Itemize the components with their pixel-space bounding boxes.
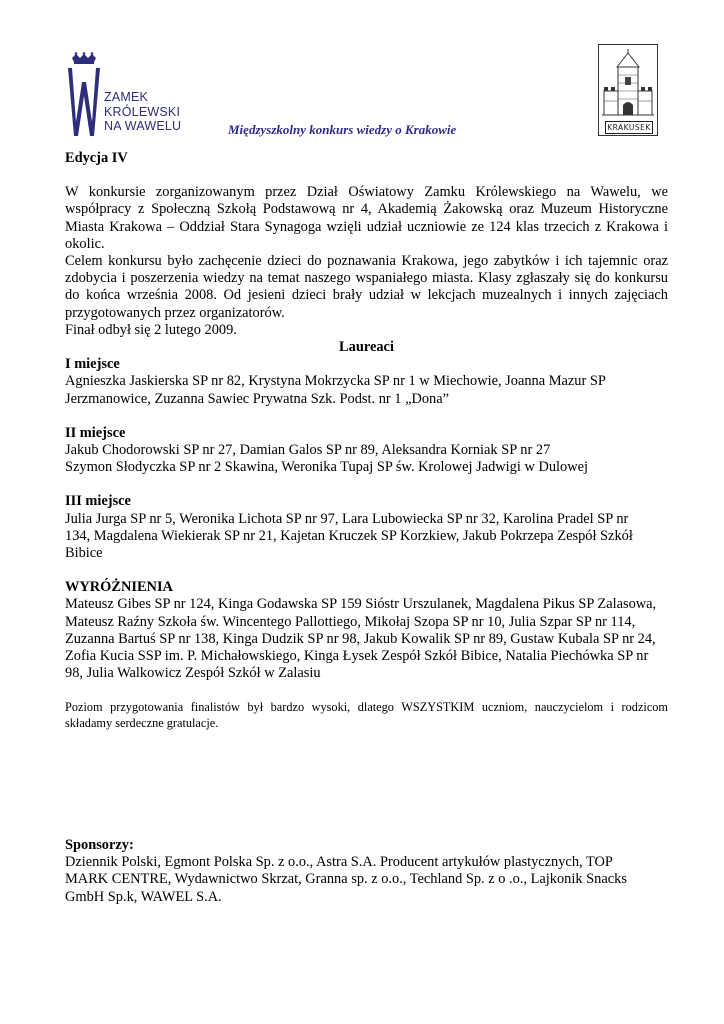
place-line: Jerzmanowice, Zuzanna Sawiec Prywatna Szk. Podst. nr 1 „Dona” [65,390,450,407]
distinction-line: Zuzanna Bartuś SP nr 138, Kinga Dudzik SP nr 98, Jakub Kowalik SP nr 89, Gustaw Kubala SP nr 24, [65,630,656,647]
logo-line-3: NA WAWELU [104,119,182,133]
place-title: II miejsce [65,424,126,441]
place-line: Julia Jurga SP nr 5, Weronika Lichota SP nr 97, Lara Lubowiecka SP nr 32, Karolina Pradel SP nr [65,510,629,527]
closing-paragraph: Poziom przygotowania finalistów był bardzo wysoki, dlatego WSZYSTKIM uczniom, nauczycielom i rodzicom składamy serdeczne gratulacje. [65,700,668,731]
place-line: Jakub Chodorowski SP nr 27, Damian Galos SP nr 89, Aleksandra Korniak SP nr 27 [65,442,551,459]
distinction-line: 98, Julia Walkowicz Zespół Szkół w Zalasiu [65,665,321,682]
intro-paragraph-2: Celem konkursu było zachęcenie dzieci do poznawania Krakowa, jego zabytków i ich tajemnic oraz zdobycia i poszerzenia wiedzy na temat naszego wspaniałego miasta. Klasy zgłaszały się do konkursu do końca września 2008. Od jesieni dzieci brały udział w lekcjach muzealnych i innych zajęciach przygotowanych przez organizatorów. [65,253,668,321]
intro-paragraph-1: W konkursie zorganizowanym przez Dział Oświatowy Zamku Królewskiego na Wawelu, we współpracy z Społeczną Szkołą Podstawową nr 4, Akademią Żakowską oraz Muzeum Historyczne Miasta Krakowa – Oddział Stara Synagoga wzięli udział uczniowie ze 124 klas trzecich z Krakowa i okolic. [65,184,668,252]
distinction-line: Zofia Kucia SSP im. P. Michałowskiego, Kinga Łysek Zespół Szkół Bibice, Natalia Piechówka SP nr [65,648,649,665]
place-line: 134, Magdalena Wiekierak SP nr 21, Kajetan Kruczek SP Korzkiew, Jakub Pokrzepa Zespół Szkół [65,527,633,544]
logo-line-1: ZAMEK [104,90,149,104]
sponsor-line: MARK CENTRE, Wydawnictwo Skrzat, Granna sp. z o.o., Techland Sp. z o .o., Lajkonik Snacks [65,871,627,888]
place-section-1 [65,356,668,408]
place-section-2 [65,425,668,477]
zamek-krolewski-logo [64,52,182,138]
contest-title: Międzyszkolny konkurs wiedzy o Krakowie [228,122,457,137]
edition-heading: Edycja IV [65,150,128,166]
sponsors-section [65,837,668,906]
krakusek-label: KRAKUSEK [605,121,653,134]
sponsor-line: GmbH Sp.k, WAWEL S.A. [65,888,222,905]
laureates-heading: Laureaci [339,339,394,356]
distinctions-section [65,579,668,682]
logo-text [104,90,181,134]
logo-line-2: KRÓLEWSKI [104,104,181,119]
place-title: I miejsce [65,356,120,373]
intro-paragraph-3: Finał odbył się 2 lutego 2009. [65,321,237,338]
place-line: Agnieszka Jaskierska SP nr 82, Krystyna Mokrzycka SP nr 1 w Miechowie, Joanna Mazur SP [65,373,606,390]
place-line: Bibice [65,545,103,562]
place-section-3 [65,493,668,562]
place-title: III miejsce [65,493,131,510]
place-line: Szymon Słodyczka SP nr 2 Skawina, Weronika Tupaj SP św. Krolowej Jadwigi w Dulowej [65,459,589,476]
sponsors-title: Sponsorzy: [65,837,134,853]
krakusek-logo [598,44,658,136]
crown-w-emblem-icon [64,52,104,138]
distinction-line: Mateusz Gibes SP nr 124, Kinga Godawska SP 159 Sióstr Urszulanek, Magdalena Pikus SP Zalasowa, [65,596,657,613]
document-body [65,150,668,731]
distinctions-title: WYRÓŻNIENIA [65,579,173,596]
sponsor-line: Dziennik Polski, Egmont Polska Sp. z o.o., Astra S.A. Producent artykułów plastycznych, TOP [65,854,613,871]
distinction-line: Mateusz Raźny Szkoła św. Wincentego Pallottiego, Mikołaj Szopa SP nr 10, Julia Szpar SP nr 114, [65,613,636,630]
